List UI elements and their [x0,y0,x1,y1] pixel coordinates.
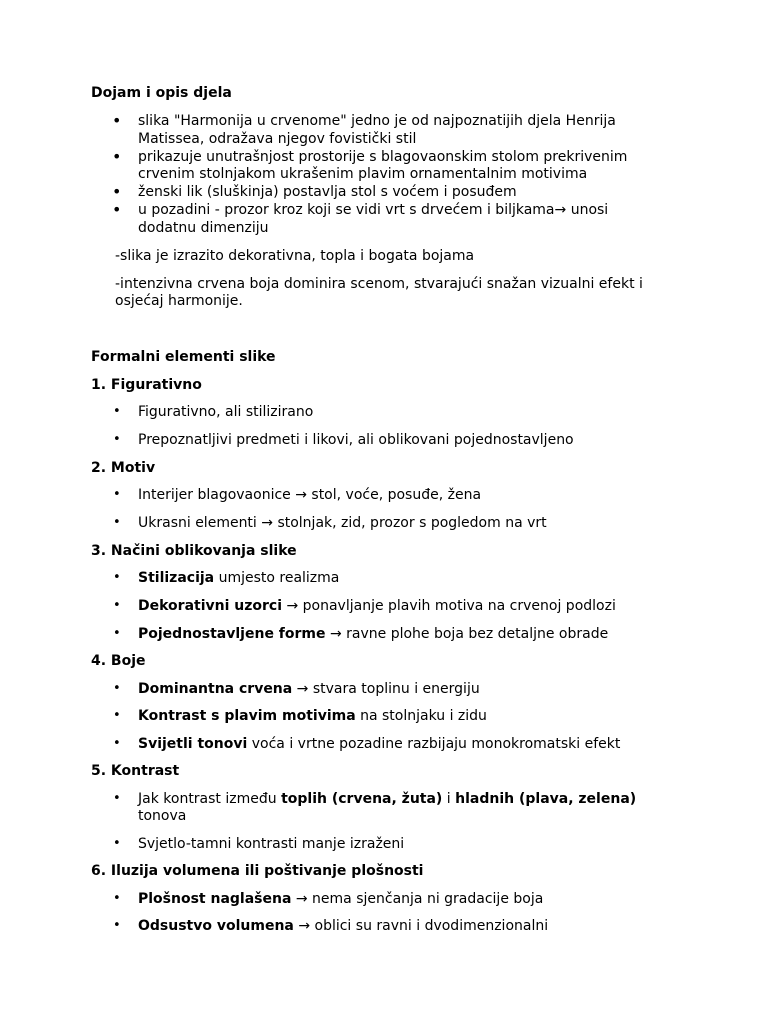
bullet-text: Prepoznatljivi predmeti i likovi, ali oblikovani pojednostavljeno [138,432,574,448]
bullet-text: Figurativno, ali stilizirano [138,404,314,420]
bullet-text [138,625,608,643]
bullet-text: Interijer blagovaonice → stol, voće, posuđe, žena [138,487,482,503]
bullet-text [138,790,636,808]
bullet-text [138,597,616,615]
bullet-text: slika "Harmonija u crvenome" jedno je od najpoznatijih djela Henrija [138,113,616,129]
bullet-text-continued: crvenim stolnjakom ukrašenim plavim ornamentalnim motivima [138,166,588,182]
bullet-text [138,917,548,935]
bullet-text: ženski lik (sluškinja) postavlja stol s voćem i posuđem [138,184,517,200]
item-title: 6. Iluzija volumena ili poštivanje plošnosti [91,863,424,879]
bullet-text [138,890,543,908]
bullet-text-continued: dodatnu dimenziju [138,220,269,236]
bullet-text [138,707,487,725]
bullet-rest: → oblici su ravni i dvodimenzionalni [293,918,549,934]
bullet-icon: • [113,681,121,696]
bullet-text: Ukrasni elementi → stolnjak, zid, prozor s pogledom na vrt [138,515,547,531]
bullet-rest: → ponavljanje plavih motiva na crvenoj podlozi [282,598,616,614]
bullet-bold: hladnih (plava, zelena) [455,791,637,807]
bullet-icon: • [113,918,121,933]
note-paragraph: -intenzivna crvena boja dominira scenom, stvarajući snažan vizualni efekt i [115,276,643,292]
bullet-rest: na stolnjaku i zidu [355,708,487,724]
bullet-text [138,735,620,753]
bullet-bold: Stilizacija [138,570,215,586]
bullet-rest: umjesto realizma [214,570,340,586]
bullet-icon: • [113,836,121,851]
note-paragraph-continued: osjećaj harmonije. [115,293,243,309]
bullet-icon: • [112,147,122,166]
item-title: 5. Kontrast [91,763,180,779]
bullet-text: u pozadini - prozor kroz koji se vidi vrt s drvećem i biljkama→ unosi [138,202,609,218]
bullet-text [138,569,339,587]
bullet-text-continued: tonova [138,808,187,824]
bullet-rest: voća i vrtne pozadine razbijaju monokromatski efekt [247,736,621,752]
bullet-bold: Dekorativni uzorci [138,598,283,614]
bullet-plain: i [442,791,456,807]
bullet-icon: • [113,570,121,585]
bullet-text-continued: Matissea, odražava njegov fovistički stil [138,131,417,147]
item-title: 2. Motiv [91,460,156,476]
bullet-rest: → stvara toplinu i energiju [292,681,480,697]
bullet-rest: → nema sjenčanja ni gradacije boja [291,891,544,907]
bullet-text: prikazuje unutrašnjost prostorije s blagovaonskim stolom prekrivenim [138,149,628,165]
bullet-text [138,680,480,698]
bullet-rest: → ravne plohe boja bez detaljne obrade [325,626,609,642]
bullet-icon: • [112,200,122,219]
item-title: 1. Figurativno [91,377,202,393]
bullet-bold: Dominantna crvena [138,681,293,697]
bullet-icon: • [113,515,121,530]
bullet-text: Svjetlo-tamni kontrasti manje izraženi [138,836,405,852]
bullet-bold: Odsustvo volumena [138,918,294,934]
bullet-icon: • [113,708,121,723]
bullet-bold: Svijetli tonovi [138,736,248,752]
bullet-icon: • [113,598,121,613]
bullet-bold: Kontrast s plavim motivima [138,708,356,724]
item-title: 4. Boje [91,653,146,669]
bullet-icon: • [112,111,122,130]
bullet-icon: • [113,736,121,751]
item-title: 3. Načini oblikovanja slike [91,543,297,559]
bullet-plain: Jak kontrast između [138,791,282,807]
note-paragraph: -slika je izrazito dekorativna, topla i bogata bojama [115,248,475,264]
bullet-icon: • [113,432,121,447]
bullet-icon: • [113,404,121,419]
section-heading: Formalni elementi slike [91,349,276,365]
bullet-icon: • [113,891,121,906]
bullet-bold: toplih (crvena, žuta) [281,791,443,807]
bullet-icon: • [113,487,121,502]
bullet-icon: • [113,626,121,641]
bullet-icon: • [113,791,121,806]
bullet-icon: • [112,182,122,201]
bullet-bold: Plošnost naglašena [138,891,292,907]
bullet-bold: Pojednostavljene forme [138,626,326,642]
section-heading: Dojam i opis djela [91,85,232,101]
